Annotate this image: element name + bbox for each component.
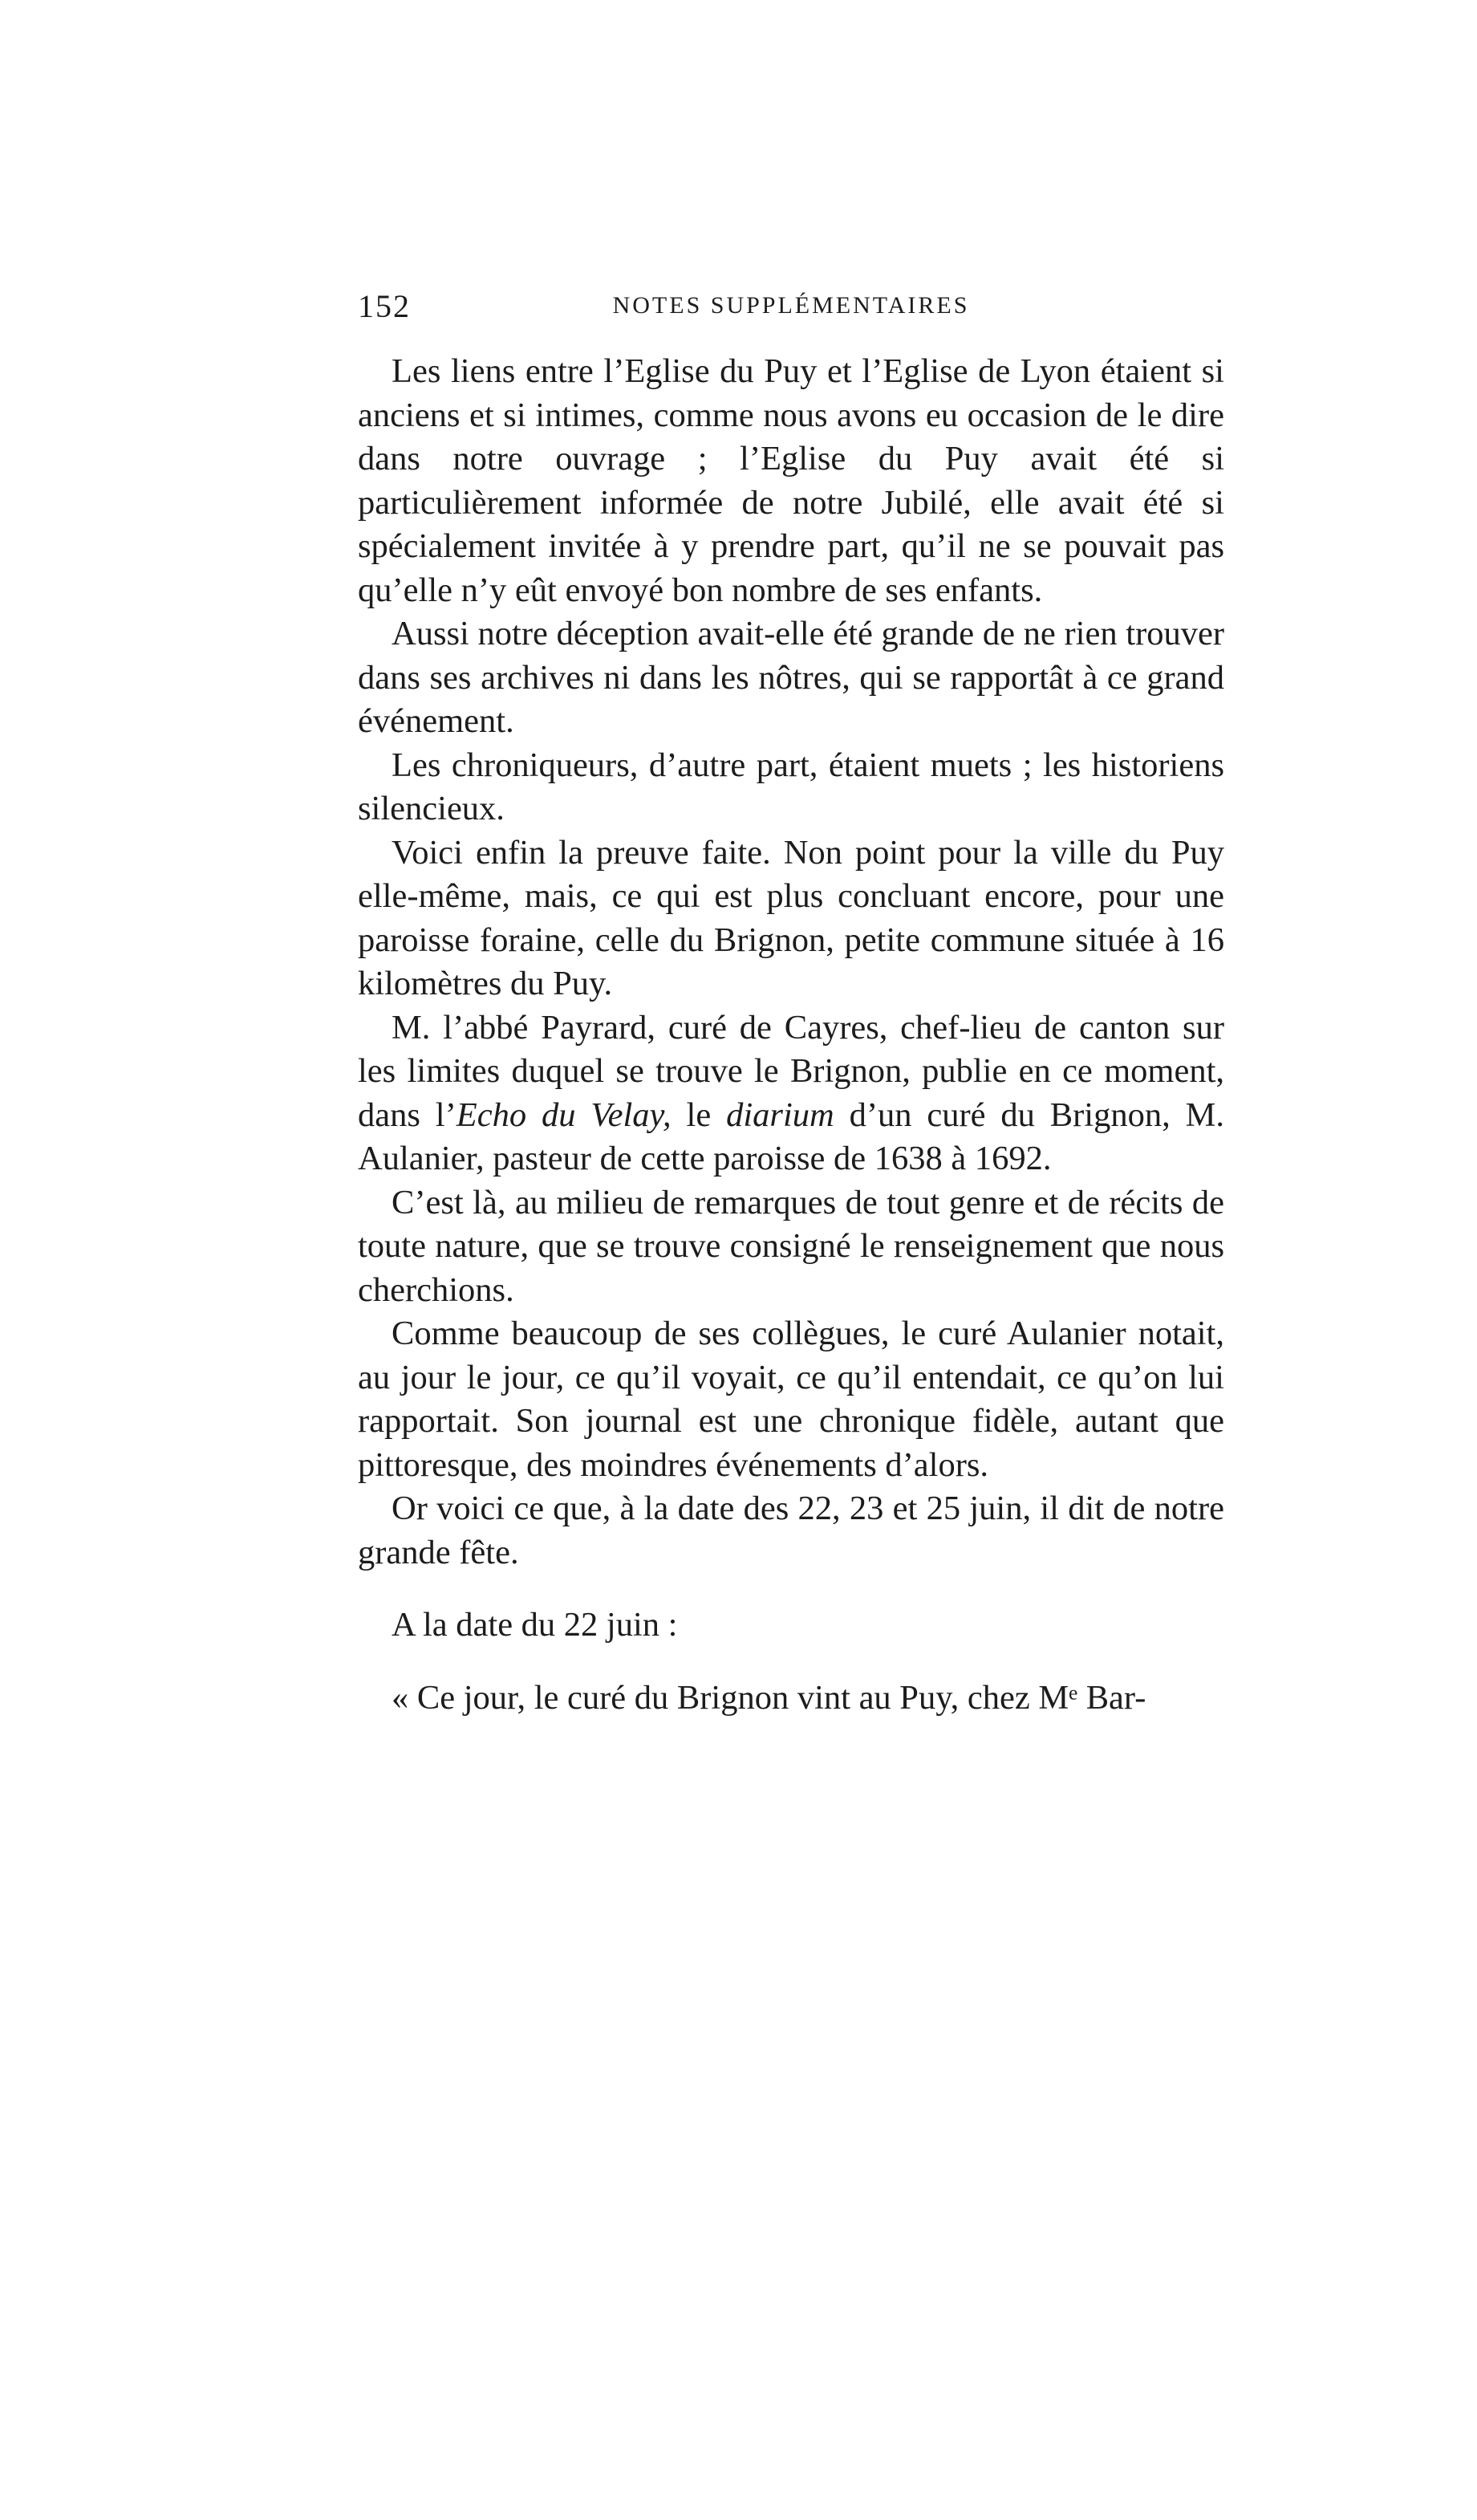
paragraph-6: C’est là, au milieu de remarques de tout genre et de récits de toute nature, que se trouve consigné le renseignement que nous cherchions. [358, 1183, 1224, 1309]
paragraph-10: « Ce jour, le curé du Brignon vint au Puy, chez Mᵉ Bar- [392, 1678, 1146, 1717]
paragraph-5-part-2: le [671, 1095, 727, 1134]
paragraph-3: Les chroniqueurs, d’autre part, étaient muets ; les historiens silencieux. [358, 746, 1224, 827]
diarium-term: diarium [726, 1095, 834, 1134]
paragraph-2: Aussi notre déception avait-elle été grande de ne rien trouver dans ses archives ni dans les nôtres, qui se rapportât à ce grand événement. [358, 615, 1224, 740]
paragraph-4: Voici enfin la preuve faite. Non point pour la ville du Puy elle-même, mais, ce qui est plus concluant encore, pour une paroisse foraine, celle du Brignon, petite commune située à 16 kilomètres du Puy. [358, 833, 1224, 1002]
paragraph-7: Comme beaucoup de ses collègues, le curé Aulanier notait, au jour le jour, ce qu’il voyait, ce qu’il entendait, ce qu’on lui rapportait. Son journal est une chronique fidèle, autant que pittoresque, des moindres événements d’alors. [358, 1315, 1224, 1484]
paragraph-8: Or voici ce que, à la date des 22, 23 et 25 juin, il dit de notre grande fête. [358, 1490, 1224, 1571]
running-title: NOTES SUPPLÉMENTAIRES [612, 292, 970, 319]
page-number: 152 [358, 288, 411, 324]
paragraph-5-part-3: d’un curé du Brignon, M. Aulanier, pasteur de cette paroisse de 1638 à 1692. [358, 1095, 1224, 1177]
page-header [358, 287, 1224, 335]
paragraph-1: Les liens entre l’Eglise du Puy et l’Eglise de Lyon étaient si anciens et si intimes, comme nous avons eu occasion de le dire dans notre ouvrage ; l’Eglise du Puy avait été si particulièrement informée de notre Jubilé, elle avait été si spécialement invitée à y prendre part, qu’il ne se pouvait pas qu’elle n’y eût envoyé bon nombre de ses enfants. [358, 352, 1224, 609]
paragraph-5-part-1: M. l’abbé Payrard, curé de Cayres, chef-lieu de canton sur les limites duquel se trouve le Brignon, publie en ce moment, dans l’ [358, 1008, 1224, 1134]
body-text [358, 350, 1224, 1720]
paragraph-9: A la date du 22 juin : [392, 1606, 678, 1644]
paragraph-5 [358, 1006, 1224, 1181]
echo-du-velay-title: Echo du Velay, [456, 1095, 672, 1134]
